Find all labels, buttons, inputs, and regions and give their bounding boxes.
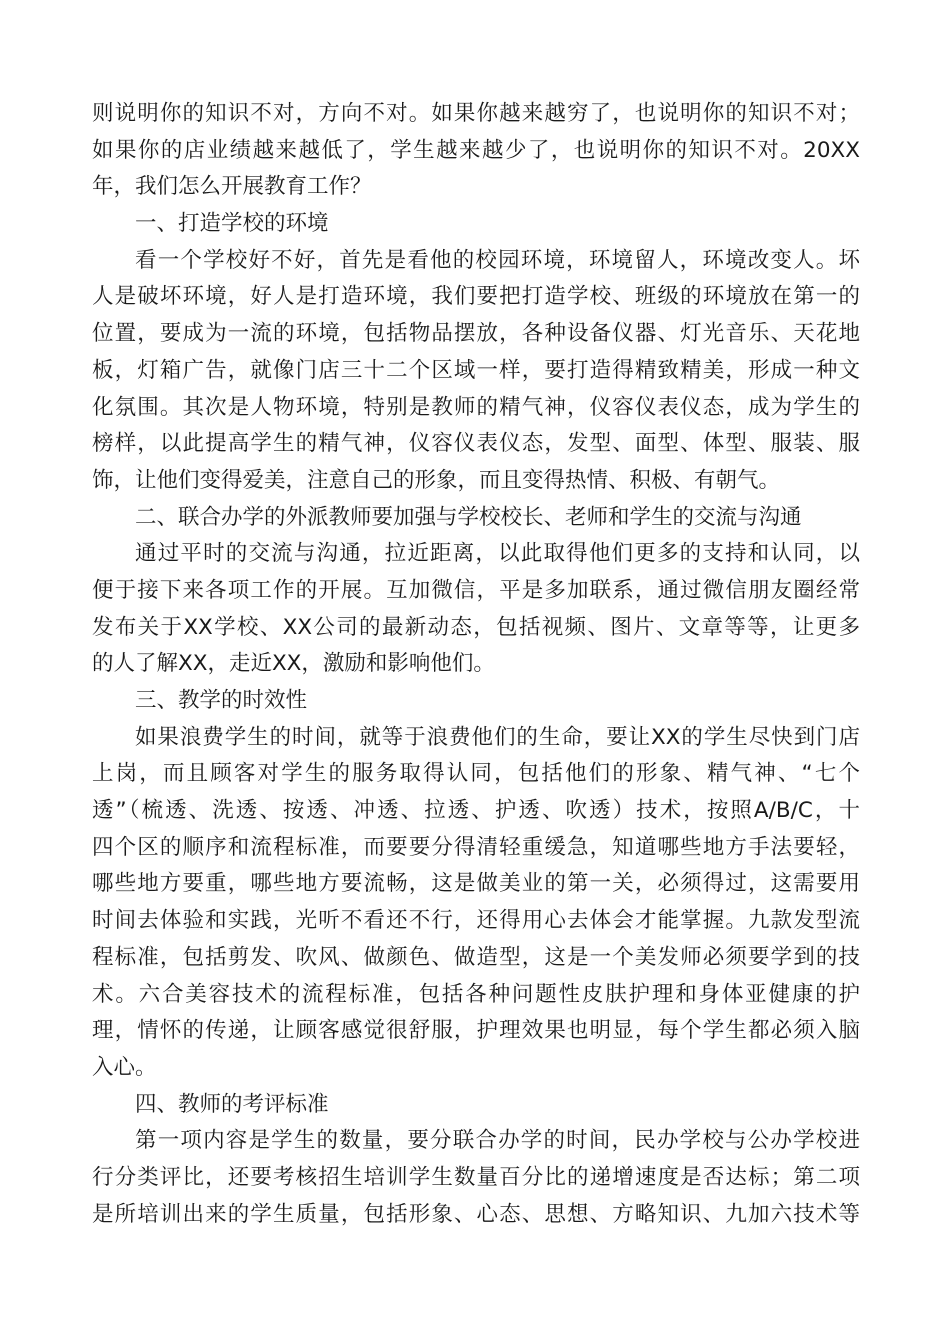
text-line: 则说明你的知识不对，方向不对。如果你越来越穷了，也说明你的知识不对；	[92, 101, 860, 126]
text-line: 饰，让他们变得爱美，注意自己的形象，而且变得热情、积极、有朝气。	[92, 467, 781, 493]
paragraph-continuation	[92, 96, 860, 206]
paragraph-communication	[92, 536, 860, 683]
text-line: 四个区的顺序和流程标准，而要要分得清轻重缓急，知道哪些地方手法要轻，	[92, 834, 860, 860]
section-heading-evaluation: 四、教师的考评标准	[135, 1091, 329, 1117]
paragraph-environment	[92, 243, 860, 500]
text-line: 便于接下来各项工作的开展。互加微信，平是多加联系，通过微信朋友圈经常	[92, 577, 860, 603]
text-line: 是所培训出来的学生质量，包括形象、心态、思想、方略知识、九加六技术等	[92, 1201, 860, 1227]
text-line: 如果你的店业绩越来越低了，学生越来越少了，也说明你的知识不对。20XX	[92, 137, 860, 163]
text-line: 通过平时的交流与沟通，拉近距离，以此取得他们更多的支持和认同，以	[135, 541, 860, 567]
text-line: 人是破坏环境，好人是打造环境，我们要把打造学校、班级的环境放在第一的	[92, 284, 860, 310]
section-heading-timeliness: 三、教学的时效性	[135, 688, 308, 713]
text-line: 入心。	[92, 1054, 157, 1080]
text-line: 第一项内容是学生的数量，要分联合办学的时间，民办学校与公办学校进	[135, 1128, 860, 1154]
text-line: 上岗，而且顾客对学生的服务取得认同，包括他们的形象、精气神、“七个	[92, 761, 860, 787]
paragraph-evaluation	[92, 1123, 860, 1233]
text-line: 年，我们怎么开展教育工作？	[92, 174, 372, 200]
text-line: 理，情怀的传递，让顾客感觉很舒服，护理效果也明显，每个学生都必须入脑	[92, 1018, 860, 1044]
text-line: 时间去体验和实践，光听不看还不行，还得用心去体会才能掌握。九款发型流	[92, 908, 860, 934]
text-line: 发布关于XX学校、XX公司的最新动态，包括视频、图片、文章等等，让更多	[92, 614, 860, 640]
text-line: 透”（梳透、洗透、按透、冲透、拉透、护透、吹透）技术，按照A/B/C，十	[92, 798, 860, 824]
paragraph-timeliness	[92, 720, 860, 1087]
text-line: 哪些地方要重，哪些地方要流畅，这是做美业的第一关，必须得过，这需要用	[92, 871, 860, 897]
text-line: 如果浪费学生的时间，就等于浪费他们的生命，要让XX的学生尽快到门店	[135, 724, 860, 750]
text-line: 板，灯箱广告，就像门店三十二个区域一样，要打造得精致精美，形成一种文	[92, 357, 860, 383]
text-line: 程标准，包括剪发、吹风、做颜色、做造型，这是一个美发师必须要学到的技	[92, 944, 860, 970]
document-body	[92, 96, 860, 1233]
text-line: 行分类评比，还要考核招生培训学生数量百分比的递增速度是否达标；第二项	[92, 1164, 860, 1190]
text-line: 化氛围。其次是人物环境，特别是教师的精气神，仪容仪表仪态，成为学生的	[92, 394, 860, 420]
text-line: 的人了解XX，走近XX，激励和影响他们。	[92, 651, 495, 677]
text-line: 看一个学校好不好，首先是看他的校园环境，环境留人，环境改变人。坏	[135, 247, 860, 273]
text-line: 榜样，以此提高学生的精气神，仪容仪表仪态，发型、面型、体型、服装、服	[92, 431, 860, 457]
section-heading-communication: 二、联合办学的外派教师要加强与学校校长、老师和学生的交流与沟通	[135, 504, 802, 530]
section-heading-environment: 一、打造学校的环境	[135, 211, 329, 237]
text-line: 位置，要成为一流的环境，包括物品摆放，各种设备仪器、灯光音乐、天花地	[92, 321, 860, 347]
text-line: 术。六合美容技术的流程标准，包括各种问题性皮肤护理和身体亚健康的护	[92, 981, 860, 1007]
